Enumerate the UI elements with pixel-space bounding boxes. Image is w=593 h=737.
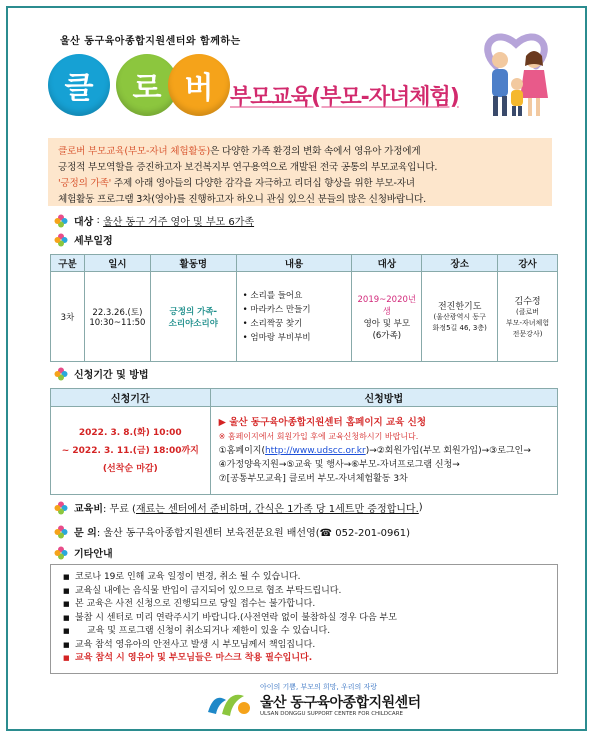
fee-value-2: 재료는 센터에서 준비하며, 간식은 1가족 당 1세트만 증정합니다. [135,504,419,515]
sched-content-item: 소리를 들어요 [250,290,303,301]
notice-list [50,564,558,674]
apply-step-rest: )→②회원가입(부모 회원가입)→③로그인→ [365,445,531,456]
sched-activity-2: 소리야소리야 [168,318,218,329]
footer-center-name: 울산 동구육아종합지원센터 [260,695,421,711]
sched-target-3: (6가족) [372,330,402,341]
sched-target [352,272,422,362]
sched-content-item: 소리짝꿍 찾기 [250,318,303,329]
title-circle-2: 로 [116,54,178,116]
notice-heading: 기타안내 [74,549,113,560]
fee-value-1: : 무료 ( [102,504,136,515]
list-item: ■ 교육 참석 시 영유아 및 부모님들은 마스크 착용 필수입니다. [63,652,545,666]
apply-period [51,407,211,495]
intro-line-4: 체험활동 프로그램 3차(영아)를 진행하고자 하오니 관심 있으신 분들의 많은 신청바랍니다. [58,194,426,205]
sched-teacher-1: 김수정 [514,296,541,307]
title-circle-3: 버 [168,54,230,116]
apply-step-prefix: ①홈페이지( [218,445,265,456]
clover-flower-icon [54,525,68,539]
sched-place-1: 전진한기도 [437,302,482,312]
schedule-heading-row [54,232,113,247]
list-item: ■ 불참 시 센터로 미리 연락주시기 바랍니다.(사전연락 없이 불참하실 경우 다음 부모 [63,612,545,626]
clover-flower-icon [54,546,68,560]
table-row [51,272,558,362]
sched-content-item: 엄마랑 부비부비 [250,332,311,343]
notice-heading-row [54,545,113,560]
table-row [51,407,558,495]
intro-line-1: 은 다양한 가족 환경의 변화 속에서 영유아 가정에게 [210,146,421,157]
list-item: ■ 본 교육은 사전 신청으로 진행되므로 당일 접수는 불가합니다. [63,598,545,612]
footer-logo-block [204,680,424,724]
family-illustration-icon [466,26,566,126]
sched-place [422,272,498,362]
apply-col-method: 신청방법 [210,389,557,407]
schedule-table [50,254,558,362]
sched-col-target: 대상 [352,255,422,272]
intro-line-3: 주제 아래 영아들의 다양한 감각을 자극하고 리더십 향상을 위한 부모-자녀 [111,178,415,189]
sched-time: 10:30~11:50 [89,317,146,328]
homepage-link[interactable]: http://www.udscc.or.kr [264,445,366,456]
intro-highlight-2: '긍정의 가족' [58,178,112,189]
apply-step-line3: ⑦[공통부모교육] 클로버 부모-자녀체험활동 3차 [218,473,408,484]
sched-contents: • 소리를 들어요 • 마라카스 만들기 • 소리짝꿍 찾기 • 엄마랑 부비부비 [236,272,352,362]
target-value: 울산 동구 거주 영아 및 부모 6가족 [103,217,255,228]
list-item: ■ 코로나 19로 인해 교육 일정이 변경, 취소 될 수 있습니다. [63,571,545,585]
title-circle-1: 클 [48,54,110,116]
schedule-header-row [51,255,558,272]
sched-activity [150,272,236,362]
apply-period-1: 2022. 3. 8.(화) 10:00 [78,427,182,438]
sched-teacher [498,272,558,362]
apply-table [50,388,558,495]
list-item: ■ 교육 및 프로그램 신청이 취소되거나 제한이 있을 수 있습니다. [63,625,545,639]
sched-place-2: (울산광역시 동구 [433,313,486,321]
apply-method [210,407,557,495]
sched-col-date: 일시 [84,255,150,272]
clover-flower-icon [54,214,68,228]
main-title: 부모교육(부모-자녀체험) [230,85,459,110]
contact-value: : 울산 동구육아종합지원센터 보육전문요원 배선영(☎ 052-201-0961) [96,528,411,539]
apply-period-3: (선착순 마감) [102,463,158,474]
fee-row [54,500,423,515]
sched-target-2: 영아 및 부모 [363,318,411,329]
contact-row [54,524,410,539]
schedule-heading: 세부일정 [74,236,113,247]
footer-slogan: 아이의 기쁨, 부모의 희망, 우리의 자랑 [260,683,378,691]
apply-period-2: ~ 2022. 3. 11.(금) 18:00까지 [61,445,199,456]
fee-value-3: ) [418,502,423,513]
sched-col-content: 내용 [236,255,352,272]
header-top-line: 울산 동구육아종합지원센터와 함께하는 [60,36,241,47]
sched-target-1: 2019~2020년생 [357,294,417,317]
sched-round: 3차 [51,272,85,362]
sched-teacher-3: 부모-자녀체험 [505,318,550,327]
fee-label: 교육비 [74,504,103,515]
footer-english-name: ULSAN DONGGU SUPPORT CENTER FOR CHILDCARE [260,711,403,717]
sched-activity-1: 긍정의 가족- [169,306,218,317]
apply-heading: 신청기간 및 방법 [74,370,149,381]
apply-method-title: ▶ 울산 동구육아종합지원센터 홈페이지 교육 신청 [218,416,426,428]
sched-col-round: 구분 [51,255,85,272]
list-item: ■ 교육실 내에는 음식물 반입이 금지되어 있으므로 협조 부탁드립니다. [63,585,545,599]
center-logo-icon [204,686,252,720]
apply-heading-row [54,366,149,381]
apply-step-line2: ④가정양육지원→⑤교육 및 행사→⑥부모-자녀프로그램 신청→ [218,459,460,470]
apply-method-note: ※ 홈페이지에서 회원가입 후에 교육신청하시기 바랍니다. [218,431,419,441]
sched-content-item: 마라카스 만들기 [250,304,311,315]
apply-col-period: 신청기간 [51,389,211,407]
target-label: 대상 [74,217,94,228]
contact-label: 문 의 [74,528,97,539]
target-row: 대상 : 울산 동구 거주 영아 및 부모 6가족 [54,213,254,228]
clover-flower-icon [54,501,68,515]
clover-flower-icon [54,367,68,381]
intro-box [48,138,552,206]
apply-header-row [51,389,558,407]
poster-frame [6,6,587,731]
sched-col-teacher: 강사 [498,255,558,272]
sched-teacher-4: 전문강사) [512,329,543,338]
sched-col-activity: 활동명 [150,255,236,272]
sched-place-3: 화정5길 46, 3층) [432,324,487,332]
sched-datetime [84,272,150,362]
intro-highlight-1: 클로버 부모교육(부모-자녀 체험활동) [58,146,211,157]
clover-flower-icon [54,233,68,247]
intro-line-2: 긍정적 부모역할을 증진하고자 보건복지부 연구용역으로 개발된 전국 공통의 부모교육입니다. [58,162,438,173]
sched-teacher-2: (클로버 [516,307,540,316]
sched-col-place: 장소 [422,255,498,272]
sched-date: 22.3.26.(토) [92,307,143,318]
list-item: ■ 교육 참석 영유아의 안전사고 발생 시 부모님께서 책임집니다. [63,639,545,653]
